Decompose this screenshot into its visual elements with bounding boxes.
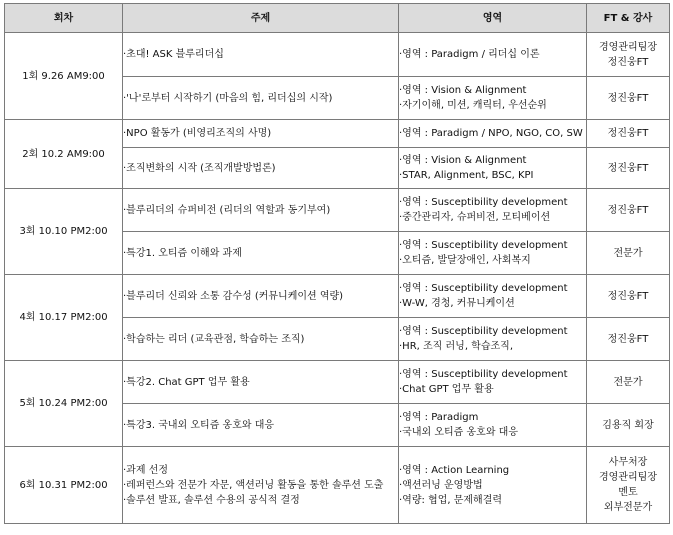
topic-line: ·초대! ASK 블루리더십	[123, 49, 224, 60]
header-topic: 주제	[123, 4, 399, 33]
area-line: ·영역 : Paradigm / NPO, NGO, CO, SW	[399, 128, 583, 139]
ft-line: 사무처장	[608, 457, 648, 468]
topic-line: ·'나'로부터 시작하기 (마음의 힘, 리더십의 시작)	[123, 92, 333, 104]
topic-line: ·학습하는 리더 (교육관점, 학습하는 조직)	[123, 333, 305, 345]
area-line: ·자기이해, 미션, 캐릭터, 우선순위	[399, 100, 547, 111]
area-cell	[399, 232, 587, 275]
ft-line: 정진웅FT	[607, 56, 649, 68]
header-ft: FT & 강사	[587, 4, 670, 33]
session-1-row-1	[5, 33, 670, 77]
area-line: ·영역 : Susceptibility development	[399, 326, 568, 337]
area-line: ·W-W, 경청, 커뮤니케이션	[399, 298, 515, 309]
session-label: 6회 10.31 PM2:00	[5, 447, 123, 524]
area-line: ·영역 : Vision & Alignment	[399, 85, 527, 96]
ft-line: 김용직 회장	[602, 419, 654, 431]
ft-cell	[587, 275, 670, 318]
area-cell	[399, 404, 587, 447]
topic-line: ·레퍼런스와 전문가 자문, 액션러닝 활동을 통한 솔루션 도출	[123, 479, 384, 491]
area-line: ·영역 : Paradigm / 리더십 이론	[399, 49, 540, 60]
topic-line: ·블루리더 신뢰와 소통 감수성 (커뮤니케이션 역량)	[123, 290, 344, 302]
area-line: ·액션러닝 운영방법	[399, 479, 483, 491]
ft-line: 멘토	[618, 487, 638, 498]
ft-cell	[587, 361, 670, 404]
area-line: ·국내외 오티즘 옹호와 대응	[399, 427, 518, 438]
topic-cell	[123, 148, 399, 189]
topic-cell	[123, 120, 399, 148]
topic-cell	[123, 232, 399, 275]
ft-line: 정진웅FT	[607, 333, 649, 345]
area-cell	[399, 361, 587, 404]
topic-line: ·특강2. Chat GPT 업무 활용	[123, 376, 250, 388]
ft-line: 정진웅FT	[607, 128, 649, 139]
area-cell	[399, 77, 587, 120]
session-6-row-1	[5, 447, 670, 524]
header-area: 영역	[399, 4, 587, 33]
ft-line: 외부전문가	[603, 502, 653, 513]
area-line: ·오티즘, 발달장애인, 사회복지	[399, 255, 531, 266]
schedule-table	[4, 3, 670, 524]
session-label: 4회 10.17 PM2:00	[5, 275, 123, 361]
area-line: ·영역 : Susceptibility development	[399, 240, 568, 251]
topic-cell	[123, 318, 399, 361]
area-line: ·영역 : Susceptibility development	[399, 369, 568, 380]
area-line: ·영역 : Vision & Alignment	[399, 155, 527, 166]
topic-cell	[123, 189, 399, 232]
ft-cell	[587, 232, 670, 275]
ft-cell	[587, 77, 670, 120]
ft-line: 정진웅FT	[607, 290, 649, 302]
ft-cell	[587, 33, 670, 77]
topic-line: ·특강3. 국내외 오티즘 옹호와 대응	[123, 419, 275, 431]
session-3-row-1	[5, 189, 670, 232]
ft-line: 정진웅FT	[607, 92, 649, 104]
area-cell	[399, 189, 587, 232]
session-2-row-1	[5, 120, 670, 148]
area-line: ·역량: 협업, 문제해결력	[399, 494, 503, 506]
topic-cell	[123, 275, 399, 318]
topic-cell	[123, 361, 399, 404]
area-cell	[399, 120, 587, 148]
topic-cell	[123, 77, 399, 120]
topic-cell	[123, 447, 399, 524]
ft-cell	[587, 318, 670, 361]
area-line: ·Chat GPT 업무 활용	[399, 384, 494, 395]
area-line: ·HR, 조직 러닝, 학습조직,	[399, 341, 513, 352]
area-cell	[399, 33, 587, 77]
ft-line: 경영관리팀장	[599, 472, 657, 483]
header-session: 회차	[5, 4, 123, 33]
ft-line: 정진웅FT	[607, 204, 649, 216]
topic-line: ·솔루션 발표, 솔루션 수용의 공식적 결정	[123, 494, 300, 506]
ft-cell	[587, 404, 670, 447]
area-cell	[399, 275, 587, 318]
area-line: ·STAR, Alignment, BSC, KPI	[399, 170, 534, 181]
session-label: 5회 10.24 PM2:00	[5, 361, 123, 447]
area-line: ·영역 : Paradigm	[399, 412, 479, 423]
topic-line: ·블루리더의 슈퍼비전 (리더의 역할과 동기부여)	[123, 204, 331, 216]
ft-cell	[587, 447, 670, 524]
area-line: ·영역 : Action Learning	[399, 464, 510, 476]
session-label: 3회 10.10 PM2:00	[5, 189, 123, 275]
ft-cell	[587, 120, 670, 148]
ft-line: 전문가	[613, 376, 643, 388]
session-label: 2회 10.2 AM9:00	[5, 120, 123, 189]
topic-line: ·과제 선정	[123, 464, 168, 476]
session-label: 1회 9.26 AM9:00	[5, 33, 123, 120]
topic-cell	[123, 33, 399, 77]
area-line: ·영역 : Susceptibility development	[399, 197, 568, 208]
topic-line: ·특강1. 오티즘 이해와 과제	[123, 247, 242, 259]
topic-cell	[123, 404, 399, 447]
session-4-row-1	[5, 275, 670, 318]
session-5-row-1	[5, 361, 670, 404]
area-line: ·영역 : Susceptibility development	[399, 283, 568, 294]
area-cell	[399, 148, 587, 189]
ft-line: 전문가	[613, 247, 643, 259]
ft-line: 정진웅FT	[607, 162, 649, 174]
ft-line: 경영관리팀장	[599, 41, 657, 53]
area-cell	[399, 447, 587, 524]
topic-line: ·조직변화의 시작 (조직개발방법론)	[123, 162, 276, 174]
ft-cell	[587, 189, 670, 232]
area-line: ·중간관리자, 슈퍼비전, 모티베이션	[399, 212, 551, 223]
area-cell	[399, 318, 587, 361]
header-row	[5, 4, 670, 33]
ft-cell	[587, 148, 670, 189]
topic-line: ·NPO 활동가 (비영리조직의 사명)	[123, 128, 272, 139]
